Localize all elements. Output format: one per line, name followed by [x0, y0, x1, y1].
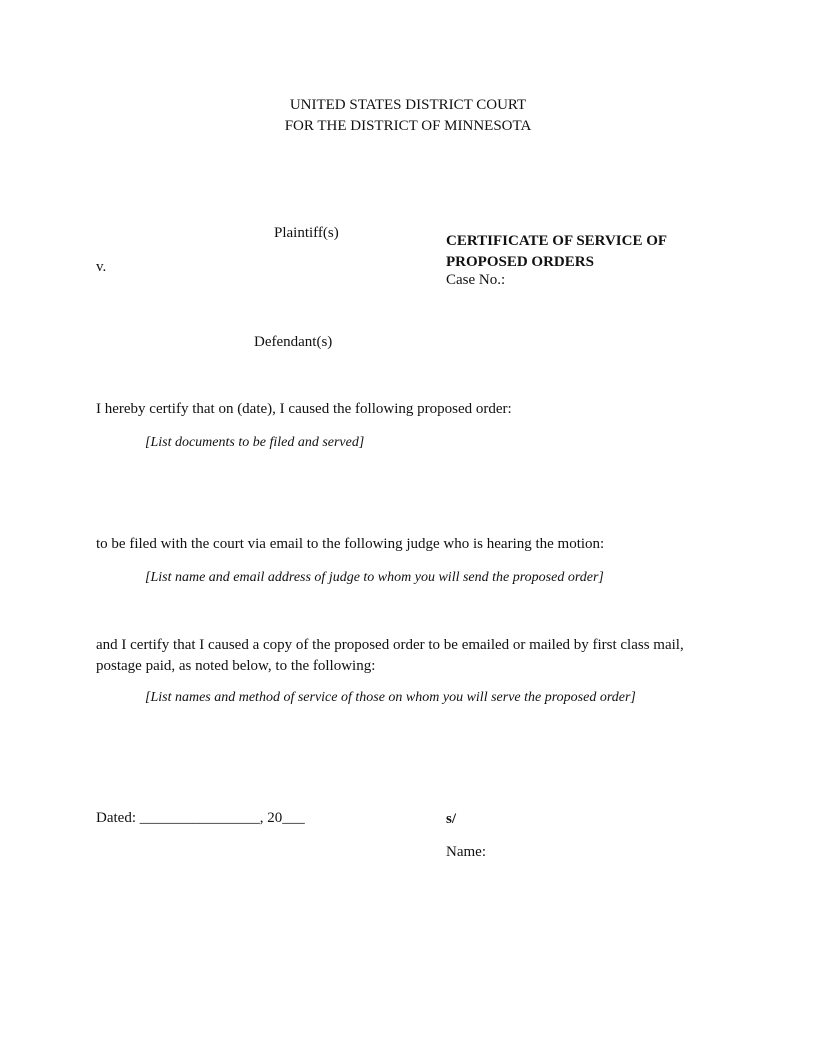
service-list-placeholder: [List names and method of service of those on whom you will serve the proposed order] [145, 690, 636, 705]
dated-line: Dated: ________________, 20___ [96, 810, 305, 826]
name-label: Name: [446, 844, 486, 860]
documents-placeholder: [List documents to be filed and served] [145, 435, 365, 450]
case-number-label: Case No.: [446, 272, 506, 288]
plaintiff-label: Plaintiff(s) [274, 225, 339, 241]
certify-statement: I hereby certify that on (date), I caused the following proposed order: [96, 401, 512, 417]
copy-service-paragraph: and I certify that I caused a copy of the proposed order to be emailed or mailed by first class mail, postage paid, as noted below, to the following: [96, 637, 684, 674]
document-title [446, 231, 667, 273]
defendant-label: Defendant(s) [254, 334, 333, 350]
versus-label: v. [96, 259, 107, 275]
court-district: FOR THE DISTRICT OF MINNESOTA [284, 118, 532, 134]
document-title-line-2: PROPOSED ORDERS [446, 254, 594, 270]
signature-label: s/ [446, 811, 457, 827]
court-name: UNITED STATES DISTRICT COURT [289, 97, 527, 113]
court-heading [0, 95, 816, 137]
judge-placeholder: [List name and email address of judge to whom you will send the proposed order] [145, 570, 604, 585]
filed-statement: to be filed with the court via email to the following judge who is hearing the motion: [96, 536, 605, 552]
document-title-line-1: CERTIFICATE OF SERVICE OF [446, 233, 668, 249]
